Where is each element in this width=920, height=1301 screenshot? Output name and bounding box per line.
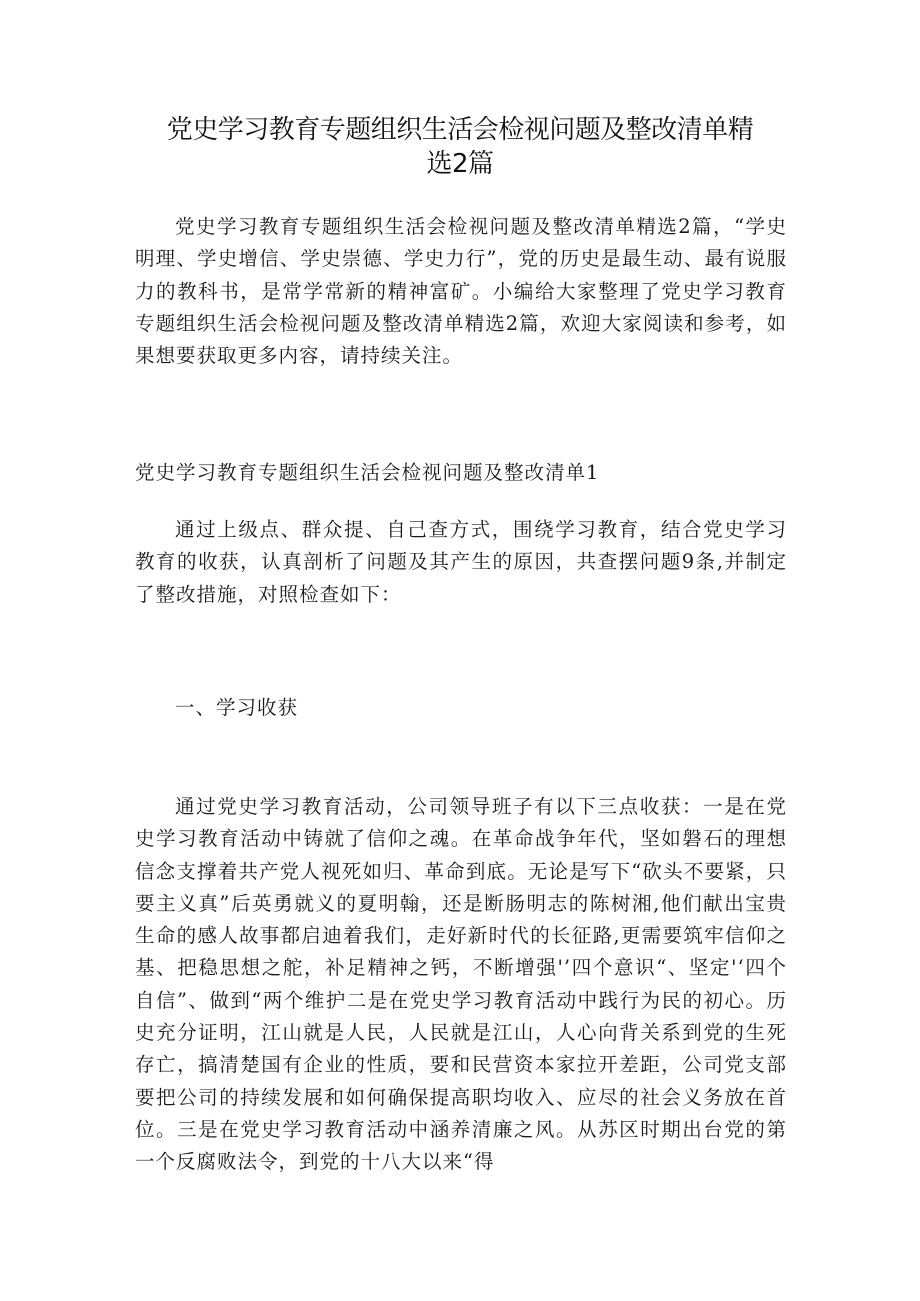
body-paragraph: 通过党史学习教育活动，公司领导班子有以下三点收获：一是在党史学习教育活动中铸就了信仰之魂。在革命战争年代，坚如磐石的理想信念支撑着共产党人视死如归、革命到底。无论是写下“砍头不要紧，只要主义真”后英勇就义的夏明翰，还是断肠明志的陈树湘,他们献出宝贵生命的感人故事都启迪着我们，走好新时代的长征路,更需要筑牢信仰之基、把稳思想之舵，补足精神之钙，不断增强'’四个意识“、坚定'‘四个自信”、做到“两个维护二是在党史学习教育活动中践行为民的初心。历史充分证明，江山就是人民，人民就是江山，人心向背关系到党的生死存亡，搞清楚国有企业的性质，要和民营资本家拉开差距，公司党支部要把公司的持续发展和如何确保提高职均收入、应尽的社会义务放在首位。三是在党史学习教育活动中涵养清廉之风。从苏区时期出台党的第一个反腐败法令，到党的十八大以来“得 (135, 795, 787, 1174)
intro-paragraph: 党史学习教育专题组织生活会检视问题及整改清单精选2篇，“学史明理、学史增信、学史崇德、学史力行”，党的历史是最生动、最有说服力的教科书，是常学常新的精神富矿。小编给大家整理了党史学习教育专题组织生活会检视问题及整改清单精选2篇，欢迎大家阅读和参考，如果想要获取更多内容，请持续关注。 (135, 215, 787, 368)
document-title-line-1: 党史学习教育专题组织生活会检视问题及整改清单精 (166, 115, 754, 145)
section-title: 党史学习教育专题组织生活会检视问题及整改清单1 (135, 461, 600, 484)
document-title-line-2: 选2篇 (426, 149, 494, 179)
heading-learning-gains: 一、学习收获 (175, 696, 299, 719)
document-title (160, 113, 760, 181)
section-intro-paragraph: 通过上级点、群众提、自己查方式，围绕学习教育，结合党史学习教育的收获，认真剖析了问题及其产生的原因，共查摆问题9条,并制定了整改措施，对照检查如下： (135, 518, 787, 606)
